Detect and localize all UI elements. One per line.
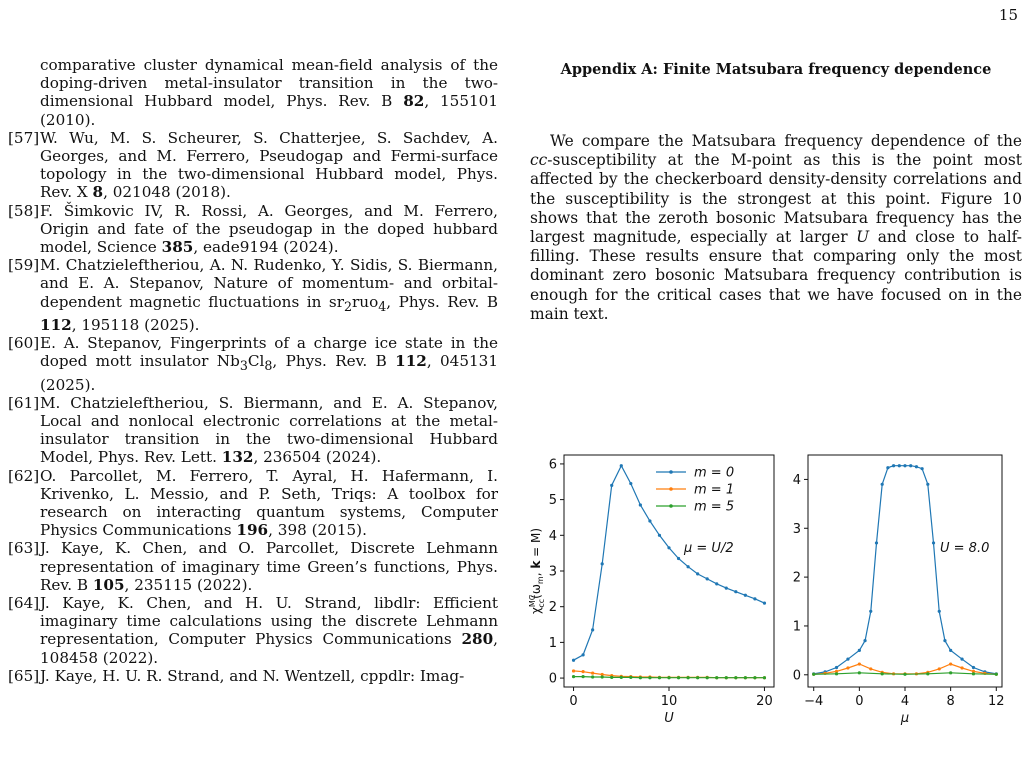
data-point: [863, 639, 866, 642]
data-point: [938, 610, 941, 613]
legend-marker: [669, 504, 673, 508]
figure-10: [530, 445, 1022, 745]
reference-text: M. Chatzieleftheriou, A. N. Rudenko, Y. Sidis, S. Biermann, and E. A. Stepanov, Nature of momentum- and orbital-dependent magnetic fluctuations in $sr_2ruo_4$, Phys. Rev. B 112, 195118 (2025).: [40, 256, 499, 334]
reference-number: [58]: [8, 201, 40, 220]
data-point: [763, 676, 766, 679]
data-point: [881, 672, 884, 675]
data-point: [875, 541, 878, 544]
x-tick-label: 8: [946, 694, 955, 709]
data-point: [858, 671, 861, 674]
reference-number: [64]: [8, 593, 40, 612]
data-point: [581, 653, 584, 656]
data-point: [601, 562, 604, 565]
data-point: [858, 649, 861, 652]
data-point: [648, 519, 651, 522]
data-point: [763, 602, 766, 605]
data-point: [892, 464, 895, 467]
data-point: [686, 565, 689, 568]
x-tick-label: 4: [900, 694, 910, 709]
data-point: [581, 675, 584, 678]
reference-text: comparative cluster dynamical mean-field analysis of the doping-driven metal-insulator transition in the two-dimensional Hubbard model, Phys. Rev. B 82, 155101 (2010).: [40, 56, 499, 129]
reference-number: [59]: [8, 256, 40, 275]
plot-annotation: μ = U/2: [684, 541, 734, 556]
data-point: [812, 673, 815, 676]
data-point: [639, 503, 642, 506]
data-point: [639, 676, 642, 679]
reference-item: [8, 56, 498, 129]
data-point: [835, 672, 838, 675]
data-point: [715, 676, 718, 679]
reference-item: [8, 129, 498, 202]
data-point: [725, 587, 728, 590]
y-tick-label: 1: [792, 619, 801, 635]
data-point: [572, 669, 575, 672]
legend-marker: [669, 487, 673, 491]
y-tick-label: 0: [792, 668, 801, 684]
reference-number: [57]: [8, 128, 40, 147]
x-axis-label: μ: [900, 711, 910, 726]
x-tick-label: 0: [569, 694, 578, 709]
data-point: [943, 639, 946, 642]
y-axis-label: $\chi^{MC}cc(\omega_m$, k = M): [528, 527, 546, 615]
y-tick-label: 4: [792, 472, 801, 488]
page-number: 15: [998, 6, 1018, 24]
y-tick-label: 2: [548, 600, 557, 616]
data-point: [932, 541, 935, 544]
reference-item: [8, 334, 498, 394]
data-point: [725, 676, 728, 679]
legend-label: m = 0: [694, 465, 735, 481]
series-line: [814, 466, 997, 674]
data-point: [572, 675, 575, 678]
legend-label: m = 5: [694, 499, 735, 515]
data-point: [846, 658, 849, 661]
data-point: [926, 483, 929, 486]
y-tick-label: 6: [548, 457, 557, 473]
data-point: [620, 464, 623, 467]
reference-text: J. Kaye, K. Chen, and H. U. Strand, libdlr: Efficient imaginary time calculations using the discrete Lehmann representation, Computer Physics Communications 280, 108458 (2022).: [40, 593, 498, 667]
data-point: [658, 676, 661, 679]
reference-number: [62]: [8, 466, 40, 485]
data-point: [677, 557, 680, 560]
x-tick-label: −4: [804, 694, 824, 709]
plot-annotation: U = 8.0: [940, 541, 990, 556]
y-tick-label: 3: [792, 521, 801, 537]
reference-item: [8, 467, 498, 540]
reference-text: J. Kaye, H. U. R. Strand, and N. Wentzell, cppdlr: Imag-: [40, 666, 465, 685]
data-point: [601, 675, 604, 678]
plot-frame: [808, 455, 1002, 687]
data-point: [869, 610, 872, 613]
reference-item: [8, 394, 498, 467]
reference-item: [8, 667, 498, 685]
reference-text: W. Wu, M. S. Scheurer, S. Chatterjee, S. Sachdev, A. Georges, and M. Ferrero, Pseudogap and Fermi-surface topology in the two-dimensional Hubbard model, Phys. Rev. X 8, 021048 (2018).: [40, 128, 498, 202]
reference-text: M. Chatzieleftheriou, S. Biermann, and E. A. Stepanov, Local and nonlocal electronic correlations at the metal-insulator transition in the two-dimensional Hubbard Model, Phys. Rev. Lett. 132, 236504 (2024).: [40, 393, 498, 467]
legend-marker: [669, 470, 673, 474]
y-tick-label: 3: [548, 564, 557, 580]
data-point: [734, 590, 737, 593]
reference-text: F. Šimkovic IV, R. Rossi, A. Georges, and M. Ferrero, Origin and fate of the pseudogap in the doped hubbard model, Science 385, eade9194 (2024).: [40, 201, 498, 257]
data-point: [949, 649, 952, 652]
y-tick-label: 4: [548, 528, 557, 544]
data-point: [926, 672, 929, 675]
data-point: [696, 676, 699, 679]
data-point: [629, 676, 632, 679]
x-tick-label: 20: [756, 694, 773, 709]
data-point: [667, 546, 670, 549]
data-point: [753, 676, 756, 679]
data-point: [706, 676, 709, 679]
data-point: [960, 666, 963, 669]
data-point: [744, 676, 747, 679]
data-point: [686, 676, 689, 679]
data-point: [667, 676, 670, 679]
x-axis-label: U: [664, 711, 674, 726]
data-point: [869, 667, 872, 670]
reference-item: [8, 256, 498, 334]
data-point: [972, 672, 975, 675]
data-point: [881, 483, 884, 486]
data-point: [610, 484, 613, 487]
data-point: [835, 666, 838, 669]
y-tick-label: 5: [548, 493, 557, 509]
data-point: [972, 666, 975, 669]
reference-number: [63]: [8, 539, 40, 558]
x-tick-label: 0: [855, 694, 864, 709]
reference-item: [8, 594, 498, 667]
reference-number: [65]: [8, 666, 40, 685]
y-tick-label: 1: [548, 635, 557, 651]
references-list: [8, 56, 498, 685]
data-point: [915, 465, 918, 468]
data-point: [620, 676, 623, 679]
appendix-title: Appendix A: Finite Matsubara frequency dependence: [560, 61, 992, 78]
reference-item: [8, 539, 498, 594]
data-point: [886, 466, 889, 469]
data-point: [921, 467, 924, 470]
data-point: [715, 582, 718, 585]
y-tick-label: 0: [548, 671, 557, 687]
data-point: [898, 464, 901, 467]
y-tick-label: 2: [792, 570, 801, 586]
reference-text: E. A. Stepanov, Fingerprints of a charge ice state in the doped mott insulator $Nb_3Cl_8$, Phys. Rev. B 112, 045131 (2025).: [40, 334, 499, 394]
legend-label: m = 1: [694, 482, 735, 498]
data-point: [572, 659, 575, 662]
data-point: [629, 482, 632, 485]
data-point: [696, 572, 699, 575]
plot-frame: [564, 455, 774, 687]
data-point: [591, 628, 594, 631]
data-point: [753, 597, 756, 600]
data-point: [938, 667, 941, 670]
data-point: [706, 577, 709, 580]
data-point: [581, 670, 584, 673]
data-point: [995, 673, 998, 676]
data-point: [610, 676, 613, 679]
data-point: [960, 658, 963, 661]
data-point: [734, 676, 737, 679]
data-point: [846, 666, 849, 669]
data-point: [903, 464, 906, 467]
data-point: [903, 673, 906, 676]
x-tick-label: 10: [660, 694, 678, 709]
reference-number: [60]: [8, 334, 40, 353]
reference-text: O. Parcollet, M. Ferrero, T. Ayral, H. Hafermann, I. Krivenko, L. Messio, and P. Seth, Triqs: A toolbox for research on interacting quantum systems, Computer Physics Communications 196, 398 (2015).: [40, 466, 498, 540]
data-point: [949, 662, 952, 665]
reference-item: [8, 202, 498, 257]
reference-text: J. Kaye, K. Chen, and O. Parcollet, Discrete Lehmann representation of imaginary time Green’s functions, Phys. Rev. B 105, 235115 (2022).: [40, 539, 498, 594]
data-point: [648, 676, 651, 679]
reference-number: [61]: [8, 393, 40, 412]
figure-10-svg: [530, 445, 1022, 745]
appendix-section: [530, 56, 1022, 324]
data-point: [591, 675, 594, 678]
x-tick-label: 12: [988, 694, 1005, 709]
data-point: [658, 534, 661, 537]
data-point: [591, 671, 594, 674]
data-point: [677, 676, 680, 679]
data-point: [744, 594, 747, 597]
data-point: [949, 671, 952, 674]
data-point: [858, 662, 861, 665]
data-point: [909, 464, 912, 467]
appendix-paragraph: We compare the Matsubara frequency dependence of the cc-susceptibility at the M-point as this is the point most affected by the checkerboard density-density correlations and the susceptibility is the strongest at this point. Figure 10 shows that the zeroth bosonic Matsubara frequency has the largest magnitude, especially at larger U and close to half-filling. These results ensure that comparing only the most dominant zero bosonic Matsubara frequency contribution is enough for the critical cases that we have focused on in the main text.: [530, 132, 1022, 323]
